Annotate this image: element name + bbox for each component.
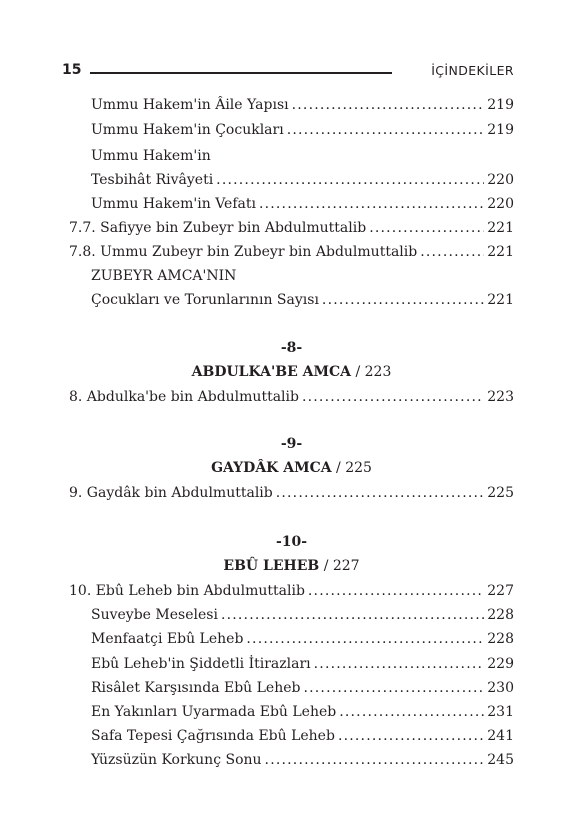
toc-entry[interactable] [91, 97, 514, 119]
toc-entry-title: Yüzsüzün Korkunç Sonu [91, 752, 262, 768]
toc-entry-title: Ummu Hakem'in Âile Yapısı [91, 97, 289, 113]
toc-entry-title: 10. Ebû Leheb bin Abdulmuttalib [69, 583, 305, 599]
toc-entry[interactable] [91, 122, 514, 144]
section-number: -8- [280, 340, 303, 356]
toc-entry-page: 220 [487, 172, 514, 188]
toc-entry-page: 225 [487, 485, 514, 501]
dot-leader [276, 485, 485, 501]
toc-entry-page: 227 [487, 583, 514, 599]
toc-entry-title: Tesbihât Rivâyeti [91, 172, 214, 188]
section-number: -10- [275, 534, 308, 550]
toc-entry-title: 9. Gaydâk bin Abdulmuttalib [69, 485, 273, 501]
toc-entry[interactable] [69, 583, 514, 605]
toc-entry-page: 230 [487, 680, 514, 696]
toc-entry-title: En Yakınları Uyarmada Ebû Leheb [91, 704, 337, 720]
toc-entry-title: 7.7. Safiyye bin Zubeyr bin Abdulmuttalib [69, 220, 367, 236]
toc-entry-title: Ebû Leheb'in Şiddetli İtirazları [91, 656, 311, 672]
section-heading-page: / 223 [351, 364, 392, 380]
toc-entry[interactable] [91, 656, 514, 678]
toc-entry[interactable] [91, 631, 514, 653]
toc-entry-title: Ummu Hakem'in Vefatı [91, 196, 256, 212]
toc-entry[interactable] [91, 680, 514, 702]
section-heading-title: ABDULKA'BE AMCA [191, 364, 352, 380]
section-heading-title: GAYDÂK AMCA [211, 460, 332, 476]
toc-entry-page: 229 [487, 656, 514, 672]
toc-entry-page: 221 [487, 244, 514, 260]
dot-leader [303, 680, 484, 696]
toc-entry-page: 223 [487, 389, 514, 405]
toc-entry-page: 219 [487, 97, 514, 113]
toc-entry-page: 231 [487, 704, 514, 720]
page-number: 15 [62, 62, 82, 78]
dot-leader [302, 389, 484, 405]
toc-entry-page: 245 [487, 752, 514, 768]
toc-entry[interactable] [69, 244, 514, 266]
toc-entry-page: 221 [487, 220, 514, 236]
toc-entry-title: Çocukları ve Torunlarının Sayısı [91, 292, 319, 308]
toc-entry[interactable] [91, 196, 514, 218]
toc-entry-title: Menfaatçi Ebû Leheb [91, 631, 244, 647]
toc-entry[interactable] [91, 728, 514, 750]
dot-leader [292, 97, 485, 113]
dot-leader [339, 704, 484, 720]
dot-leader [314, 656, 485, 672]
dot-leader [322, 292, 484, 308]
dot-leader [369, 220, 484, 236]
dot-leader [259, 196, 484, 212]
toc-entry-title: 7.8. Ummu Zubeyr bin Zubeyr bin Abdulmuttalib [69, 244, 418, 260]
toc-entry-title: Suveybe Meselesi [91, 607, 218, 623]
dot-leader [420, 244, 484, 260]
toc-entry-page: 221 [487, 292, 514, 308]
toc-entry-title: Safa Tepesi Çağrısında Ebû Leheb [91, 728, 335, 744]
section-heading-page: / 227 [319, 558, 360, 574]
dot-leader [216, 172, 484, 188]
section-number: -9- [280, 436, 303, 452]
section-heading [69, 558, 514, 574]
toc-entry-page: 228 [487, 631, 514, 647]
dot-leader [308, 583, 484, 599]
toc-entry-title: Risâlet Karşısında Ebû Leheb [91, 680, 301, 696]
toc-entry[interactable] [69, 485, 514, 507]
toc-entry[interactable] [91, 292, 514, 314]
toc-entry[interactable] [91, 752, 514, 774]
header-rule [90, 72, 392, 74]
section-heading [69, 364, 514, 380]
dot-leader [338, 728, 484, 744]
toc-entry-title-line: Ummu Hakem'in [91, 148, 211, 164]
toc-entry-page: 220 [487, 196, 514, 212]
toc-entry-title: Ummu Hakem'in Çocukları [91, 122, 284, 138]
toc-entry[interactable] [69, 220, 514, 242]
section-heading [69, 460, 514, 476]
dot-leader [221, 607, 484, 623]
section-heading-title: EBÛ LEHEB [223, 558, 320, 574]
toc-entry[interactable] [69, 389, 514, 411]
running-title: İÇİNDEKİLER [431, 63, 514, 78]
toc-entry[interactable] [91, 607, 514, 629]
page-header [62, 60, 514, 84]
section-heading-page: / 225 [331, 460, 372, 476]
toc-entry-page: 228 [487, 607, 514, 623]
toc-entry-title: 8. Abdulka'be bin Abdulmuttalib [69, 389, 299, 405]
dot-leader [246, 631, 484, 647]
dot-leader [265, 752, 485, 768]
toc-entry-page: 219 [487, 122, 514, 138]
toc-entry-page: 241 [487, 728, 514, 744]
toc-entry[interactable] [91, 172, 514, 194]
dot-leader [287, 122, 485, 138]
toc-entry[interactable] [91, 704, 514, 726]
toc-entry-title-line: ZUBEYR AMCA'NIN [91, 268, 237, 284]
